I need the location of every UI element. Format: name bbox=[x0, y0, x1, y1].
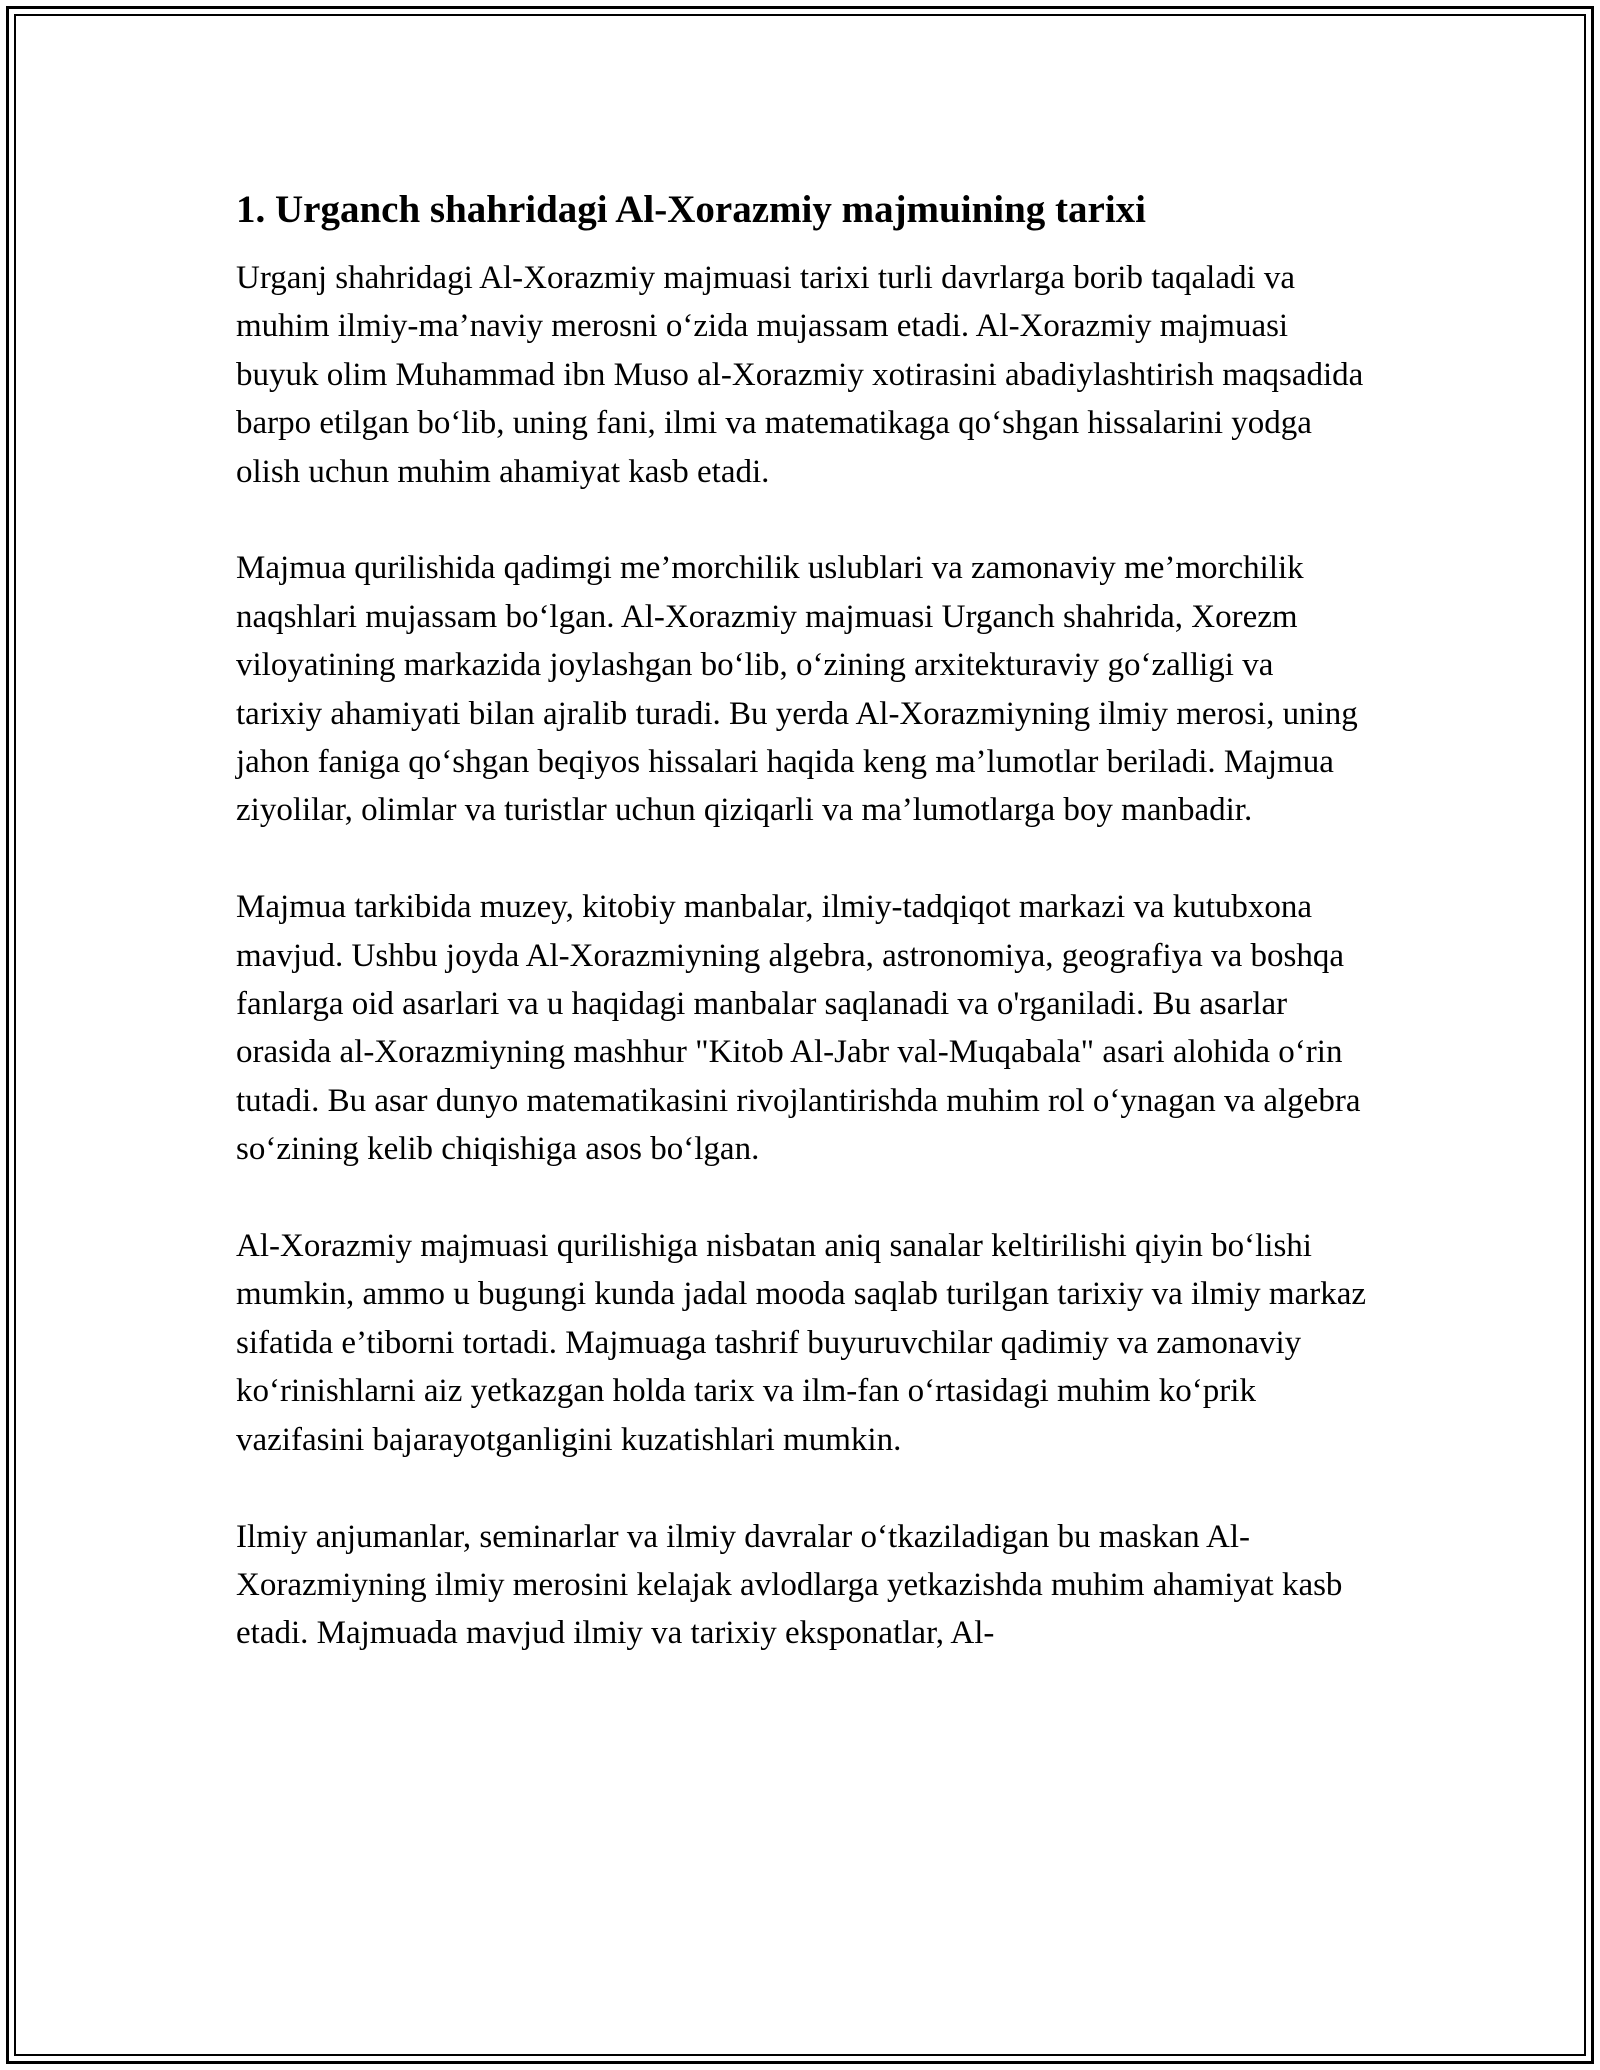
document-content bbox=[236, 186, 1366, 1706]
paragraph-5: Ilmiy anjumanlar, seminarlar va ilmiy davralar o‘tkaziladigan bu maskan Al-Xorazmiyning ilmiy merosini kelajak avlodlarga yetkazishda muhim ahamiyat kasb etadi. Majmuada mavjud ilmiy va tarixiy eksponatlar, Al- bbox=[236, 1518, 1343, 1652]
paragraph-4: Al-Xorazmiy majmuasi qurilishiga nisbatan aniq sanalar keltirilishi qiyin bo‘lishi mumkin, ammo u bugungi kunda jadal mooda saqlab turilgan tarixiy va ilmiy markaz sifatida e’tiborni tortadi. Majmuaga tashrif buyuruvchilar qadimiy va zamonaviy ko‘rinishlarni aiz yetkazgan holda tarix va ilm-fan o‘rtasidagi muhim ko‘prik vazifasini bajarayotganligini kuzatishlari mumkin. bbox=[236, 1228, 1367, 1458]
paragraph-3: Majmua tarkibida muzey, kitobiy manbalar, ilmiy-tadqiqot markazi va kutubxona mavjud. Ushbu joyda Al-Xorazmiyning algebra, astronomiya, geografiya va boshqa fanlarga oid asarlari va u haqidagi manbalar saqlanadi va o'rganiladi. Bu asarlar orasida al-Xorazmiyning mashhur "Kitob Al-Jabr val-Muqabala" asari alohida o‘rin tutadi. Bu asar dunyo matematikasini rivojlantirishda muhim rol o‘ynagan va algebra so‘zining kelib chiqishiga asos bo‘lgan. bbox=[236, 889, 1361, 1168]
paragraph-2: Majmua qurilishida qadimgi me’morchilik uslublari va zamonaviy me’morchilik naqshlari mujassam bo‘lgan. Al-Xorazmiy majmuasi Urganch shahrida, Xorezm viloyatining markazida joylashgan bo‘lib, o‘zining arxitekturaviy go‘zalligi va tarixiy ahamiyati bilan ajralib turadi. Bu yerda Al-Xorazmiyning ilmiy merosi, uning jahon faniga qo‘shgan beqiyos hissalari haqida keng ma’lumotlar beriladi. Majmua ziyolilar, olimlar va turistlar uchun qiziqarli va ma’lumotlarga boy manbadir. bbox=[236, 550, 1358, 829]
section-heading: 1. Urganch shahridagi Al-Xorazmiy majmuining tarixi bbox=[236, 188, 1147, 231]
paragraph-1: Urganj shahridagi Al-Xorazmiy majmuasi tarixi turli davrlarga borib taqaladi va muhim ilmiy-ma’naviy merosni o‘zida mujassam etadi. Al-Xorazmiy majmuasi buyuk olim Muhammad ibn Muso al-Xorazmiy xotirasini abadiylashtirish maqsadida barpo etilgan bo‘lib, uning fani, ilmi va matematikaga qo‘shgan hissalarini yodga olish uchun muhim ahamiyat kasb etadi. bbox=[236, 260, 1364, 490]
